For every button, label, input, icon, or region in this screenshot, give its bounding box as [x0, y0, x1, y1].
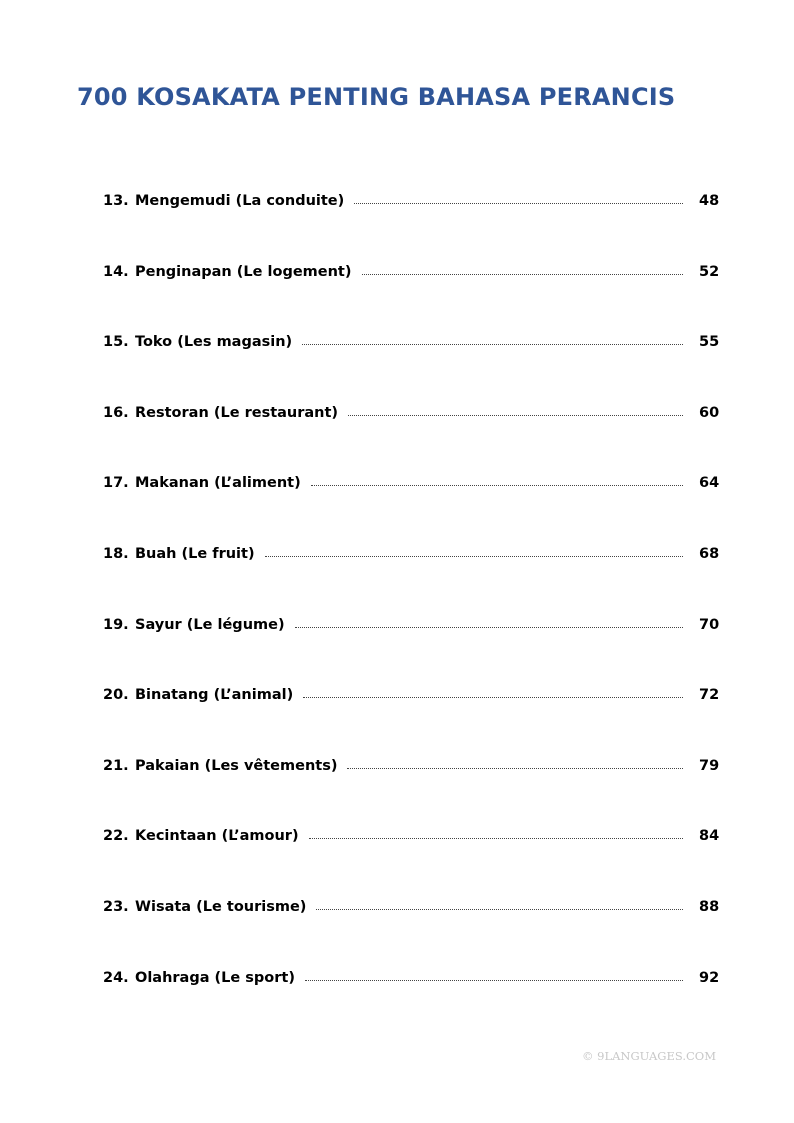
- dot-leader: [265, 556, 683, 557]
- toc-entry: [103, 334, 719, 405]
- toc-entry-page: 52: [699, 263, 720, 280]
- toc-entry-number: 24.: [103, 969, 129, 986]
- toc-entry-page: 72: [699, 687, 720, 704]
- toc-entry-page: 55: [699, 334, 720, 351]
- toc-entry-page: 88: [699, 898, 720, 915]
- toc-entry-label: Olahraga (Le sport): [135, 969, 295, 986]
- dot-leader: [305, 980, 683, 981]
- toc-entry-page: 84: [699, 828, 720, 845]
- toc-entry-page: 79: [699, 757, 720, 774]
- toc-entry-label: Sayur (Le légume): [135, 616, 285, 633]
- toc-entry: [103, 970, 719, 1041]
- toc-entry-number: 16.: [103, 404, 129, 421]
- toc-entry-page: 92: [699, 969, 720, 986]
- toc-entry-page: 68: [699, 545, 720, 562]
- toc-entry-label: Mengemudi (La conduite): [135, 193, 345, 209]
- dot-leader: [311, 485, 683, 486]
- toc-entry: [103, 475, 719, 546]
- toc-entry-page: 70: [699, 616, 720, 633]
- toc-entry-label: Buah (Le fruit): [135, 545, 255, 562]
- toc-entry-label: Penginapan (Le logement): [135, 263, 352, 280]
- toc-entry-number: 17.: [103, 475, 129, 492]
- toc-entry-number: 22.: [103, 828, 129, 845]
- toc-entry-number: 18.: [103, 545, 129, 562]
- toc-entry: [103, 546, 719, 617]
- dot-leader: [303, 697, 683, 698]
- toc-entry-number: 13.: [103, 193, 129, 209]
- toc-entry-page: 64: [699, 475, 720, 492]
- toc-entry: [103, 617, 719, 688]
- dot-leader: [302, 344, 683, 345]
- toc-entry: [103, 828, 719, 899]
- toc-entry: [103, 899, 719, 970]
- dot-leader: [362, 274, 684, 275]
- toc-entry: [103, 264, 719, 335]
- document-title: 700 KOSAKATA PENTING BAHASA PERANCIS: [77, 83, 676, 111]
- dot-leader: [347, 768, 683, 769]
- toc-entry: [103, 758, 719, 829]
- dot-leader: [354, 203, 683, 204]
- toc-entry: [103, 193, 719, 264]
- toc-entry-label: Makanan (L’aliment): [135, 475, 301, 492]
- dot-leader: [316, 909, 683, 910]
- table-of-contents: [103, 193, 719, 1040]
- toc-entry-number: 23.: [103, 898, 129, 915]
- dot-leader: [309, 838, 683, 839]
- toc-entry-label: Restoran (Le restaurant): [135, 404, 339, 421]
- toc-entry-label: Kecintaan (L’amour): [135, 828, 299, 845]
- toc-entry-label: Wisata (Le tourisme): [135, 898, 307, 915]
- toc-entry-page: 48: [699, 193, 720, 209]
- toc-entry-page: 60: [699, 404, 720, 421]
- toc-entry: [103, 405, 719, 476]
- toc-entry-label: Toko (Les magasin): [135, 334, 293, 351]
- toc-entry-number: 20.: [103, 687, 129, 704]
- dot-leader: [295, 627, 683, 628]
- toc-entry-label: Pakaian (Les vêtements): [135, 757, 338, 774]
- copyright-footer: © 9LANGUAGES.COM: [581, 1049, 716, 1063]
- dot-leader: [348, 415, 683, 416]
- toc-entry-number: 14.: [103, 263, 129, 280]
- toc-entry: [103, 687, 719, 758]
- toc-entry-number: 19.: [103, 616, 129, 633]
- toc-entry-label: Binatang (L’animal): [135, 687, 294, 704]
- toc-entry-number: 21.: [103, 757, 129, 774]
- toc-entry-number: 15.: [103, 334, 129, 351]
